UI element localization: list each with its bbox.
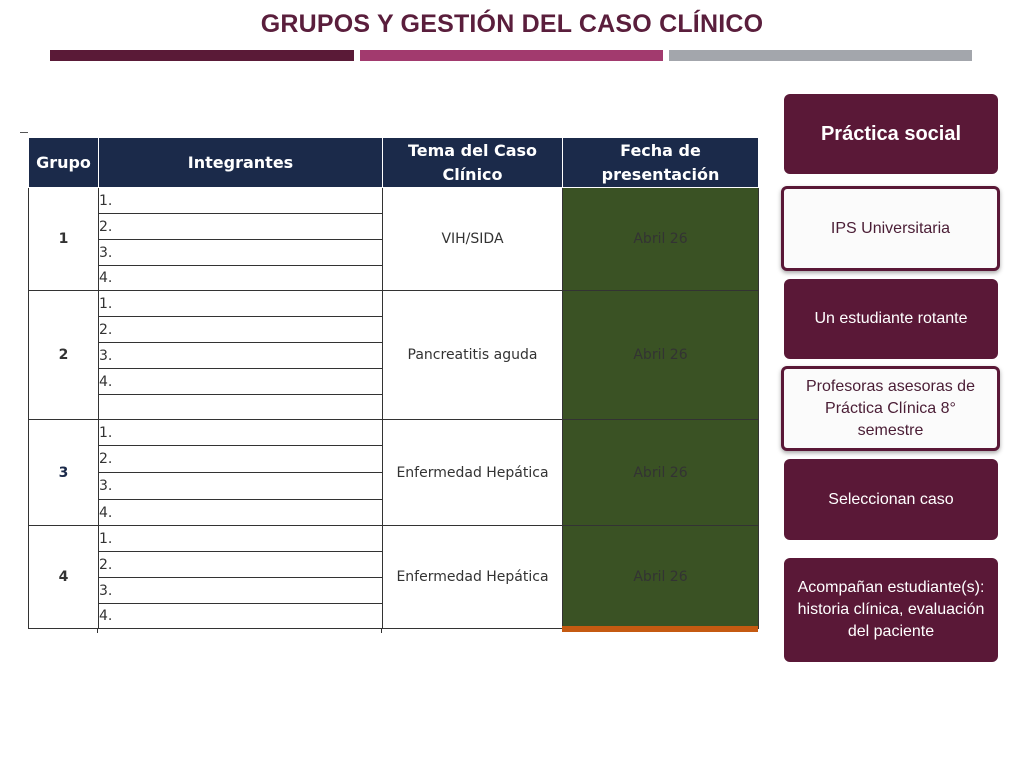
sidebar-box-accompany bbox=[784, 558, 998, 662]
groups-table bbox=[28, 137, 759, 629]
sidebar-box-label: Profesoras asesoras de Práctica Clínica 8° semestre bbox=[806, 377, 975, 439]
member-slot[interactable]: 2. bbox=[99, 446, 383, 473]
case-topic: Pancreatitis aguda bbox=[383, 291, 563, 420]
presentation-date: Abril 26 bbox=[563, 526, 759, 629]
sidebar-box-student bbox=[784, 279, 998, 359]
table-row bbox=[29, 526, 759, 552]
member-slot[interactable]: 2. bbox=[99, 317, 383, 343]
sidebar-box-label: Seleccionan caso bbox=[828, 490, 954, 508]
member-slot[interactable] bbox=[99, 395, 383, 420]
table-header-row bbox=[29, 138, 759, 188]
table-corner-mark bbox=[20, 132, 28, 133]
header-tema: Tema del Caso Clínico bbox=[383, 138, 563, 188]
table-row bbox=[29, 188, 759, 214]
sidebar-heading: Práctica social bbox=[820, 123, 962, 145]
presentation-date: Abril 26 bbox=[563, 188, 759, 291]
case-topic: Enfermedad Hepática bbox=[383, 526, 563, 629]
member-slot[interactable]: 4. bbox=[99, 266, 383, 291]
decor-bar-dark bbox=[50, 50, 354, 61]
sidebar-box-advisors bbox=[781, 366, 1000, 451]
sidebar-box-label: Acompañan estudiante(s): historia clínica, evaluación del paciente bbox=[797, 579, 985, 640]
member-slot[interactable]: 1. bbox=[99, 188, 383, 214]
member-slot[interactable]: 2. bbox=[99, 552, 383, 578]
member-slot[interactable]: 1. bbox=[99, 420, 383, 446]
presentation-date: Abril 26 bbox=[563, 291, 759, 420]
sidebar-box-label: Un estudiante rotante bbox=[814, 310, 968, 327]
decor-bar-magenta bbox=[360, 50, 663, 61]
sidebar-heading-box bbox=[784, 94, 998, 174]
sidebar-box-select-case bbox=[784, 459, 998, 540]
member-slot[interactable]: 3. bbox=[99, 343, 383, 369]
member-slot[interactable]: 4. bbox=[99, 369, 383, 395]
member-slot[interactable]: 3. bbox=[99, 578, 383, 604]
group-number: 2 bbox=[29, 291, 99, 420]
member-slot[interactable]: 4. bbox=[99, 500, 383, 526]
page-title: GRUPOS Y GESTIÓN DEL CASO CLÍNICO bbox=[260, 10, 764, 38]
group-number: 3 bbox=[29, 420, 99, 526]
table-edge-mark bbox=[97, 628, 98, 633]
group-number: 4 bbox=[29, 526, 99, 629]
member-slot[interactable]: 3. bbox=[99, 240, 383, 266]
decor-bar-gray bbox=[669, 50, 972, 61]
header-fecha: Fecha de presentación bbox=[563, 138, 759, 188]
table-edge-mark bbox=[381, 628, 382, 633]
group-number: 1 bbox=[29, 188, 99, 291]
table-bottom-accent bbox=[562, 626, 758, 632]
table-row bbox=[29, 420, 759, 446]
case-topic: VIH/SIDA bbox=[383, 188, 563, 291]
sidebar-box-label: IPS Universitaria bbox=[830, 219, 951, 237]
member-slot[interactable]: 4. bbox=[99, 604, 383, 629]
member-slot[interactable]: 3. bbox=[99, 473, 383, 500]
presentation-date: Abril 26 bbox=[563, 420, 759, 526]
member-slot[interactable]: 1. bbox=[99, 291, 383, 317]
sidebar-box-ips bbox=[781, 186, 1000, 271]
member-slot[interactable]: 1. bbox=[99, 526, 383, 552]
case-topic: Enfermedad Hepática bbox=[383, 420, 563, 526]
table-row bbox=[29, 291, 759, 317]
member-slot[interactable]: 2. bbox=[99, 214, 383, 240]
header-integrantes: Integrantes bbox=[99, 138, 383, 188]
header-grupo: Grupo bbox=[29, 138, 99, 188]
